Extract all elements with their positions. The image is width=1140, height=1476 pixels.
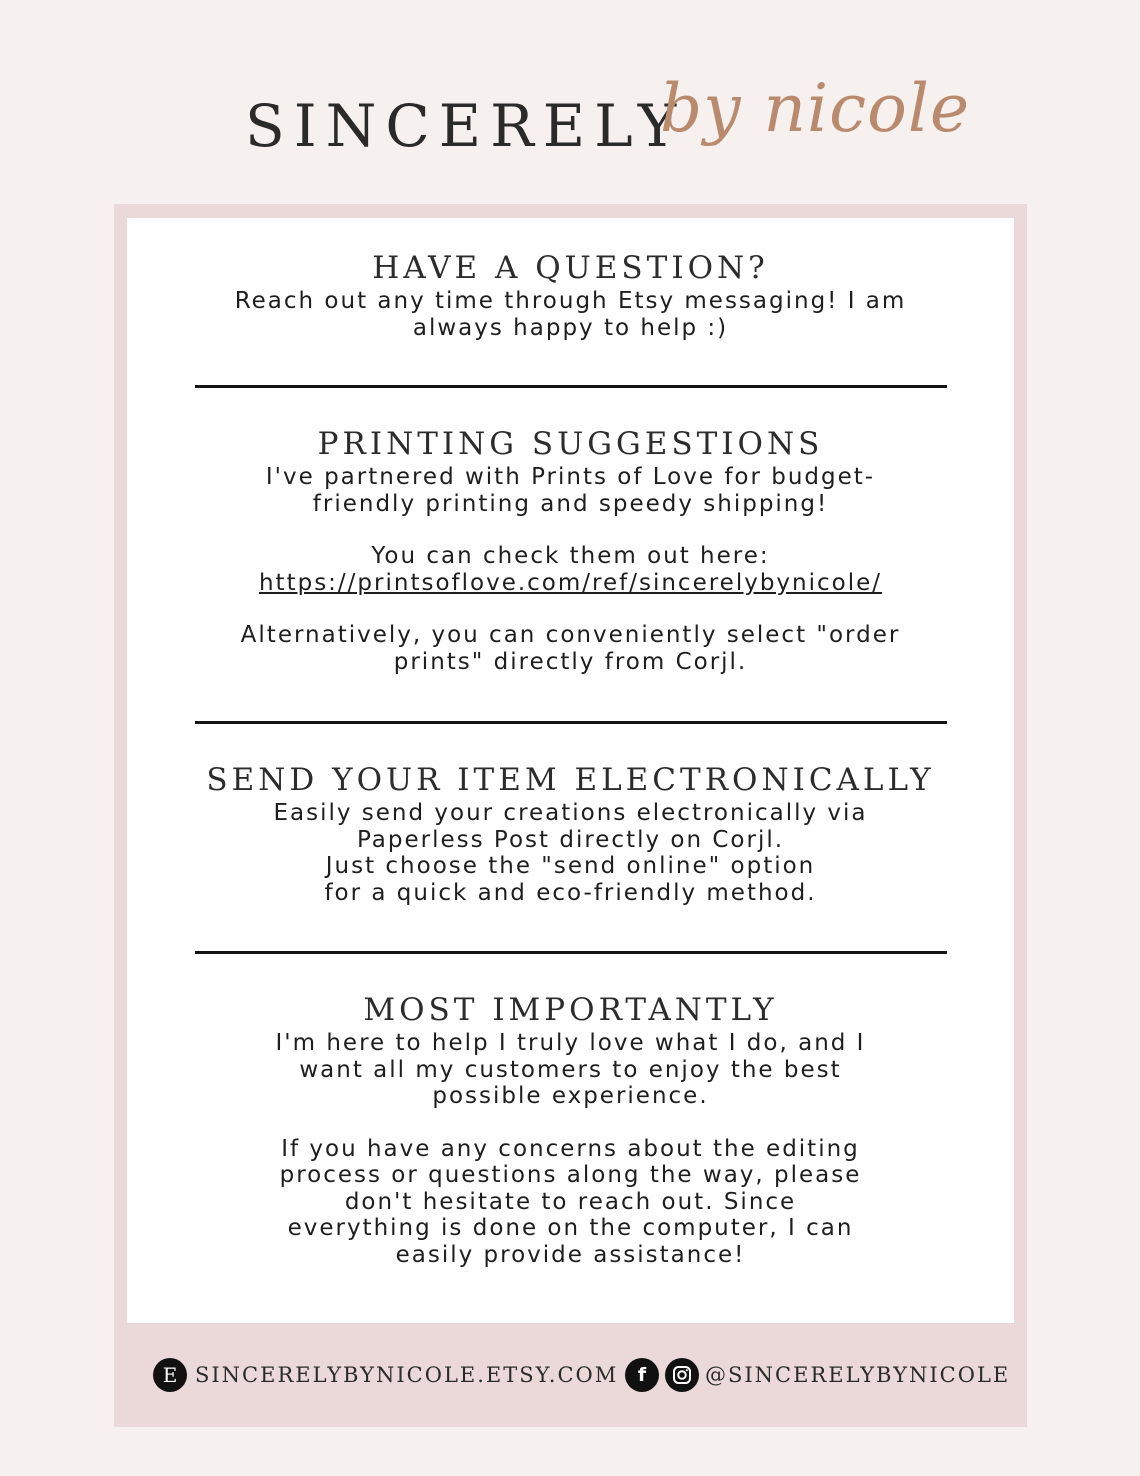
etsy-url: SINCERELYBYNICOLE.ETSY.COM bbox=[195, 1363, 619, 1387]
body-line: You can check them out here: bbox=[371, 543, 770, 569]
facebook-icon[interactable]: f bbox=[625, 1358, 659, 1392]
section-have-a-question bbox=[127, 248, 1014, 341]
section-most-importantly bbox=[127, 990, 1014, 1268]
etsy-icon: E bbox=[153, 1358, 187, 1392]
body-line: friendly printing and speedy shipping! bbox=[312, 490, 829, 517]
body-line: don't hesitate to reach out. Since bbox=[344, 1188, 797, 1215]
section-heading: HAVE A QUESTION? bbox=[372, 250, 769, 286]
info-card bbox=[127, 218, 1014, 1323]
logo-main-text: SINCERELY bbox=[245, 92, 686, 160]
social-links[interactable] bbox=[625, 1357, 1010, 1393]
section-body bbox=[127, 1030, 1014, 1268]
body-line: If you have any concerns about the editing bbox=[281, 1135, 860, 1162]
footer bbox=[114, 1323, 1027, 1427]
body-line: process or questions along the way, please bbox=[279, 1162, 862, 1188]
body-line: Easily send your creations electronically via bbox=[273, 800, 868, 826]
body-line: Just choose the "send online" option bbox=[325, 853, 816, 879]
body-line: I've partnered with Prints of Love for budget- bbox=[265, 464, 876, 490]
body-line: easily provide assistance! bbox=[395, 1241, 746, 1268]
section-heading: MOST IMPORTANTLY bbox=[363, 992, 778, 1028]
section-divider bbox=[195, 385, 947, 388]
section-body bbox=[127, 800, 1014, 906]
body-line: Reach out any time through Etsy messaging! I am bbox=[234, 288, 907, 314]
logo-script-text: by nicole bbox=[660, 70, 970, 147]
body-line: everything is done on the computer, I can bbox=[287, 1215, 854, 1241]
body-line: always happy to help :) bbox=[412, 314, 729, 341]
body-line: Paperless Post directly on Corjl. bbox=[356, 826, 785, 853]
section-heading: PRINTING SUGGESTIONS bbox=[317, 426, 824, 462]
section-divider bbox=[195, 721, 947, 724]
section-body bbox=[127, 288, 1014, 341]
body-line: I'm here to help I truly love what I do, and I bbox=[275, 1030, 866, 1056]
section-heading: SEND YOUR ITEM ELECTRONICALLY bbox=[206, 762, 935, 798]
section-printing-suggestions bbox=[127, 424, 1014, 675]
section-send-electronically bbox=[127, 760, 1014, 906]
instagram-icon[interactable] bbox=[665, 1358, 699, 1392]
body-line: possible experience. bbox=[432, 1083, 709, 1109]
section-divider bbox=[195, 951, 947, 954]
social-handle: @SINCERELYBYNICOLE bbox=[705, 1363, 1011, 1387]
etsy-shop-link[interactable] bbox=[153, 1357, 618, 1393]
prints-of-love-link[interactable]: https://printsoflove.com/ref/sincerelybynicole/ bbox=[258, 569, 883, 596]
brand-logo bbox=[0, 70, 1140, 200]
section-body bbox=[127, 464, 1014, 675]
body-line: prints" directly from Corjl. bbox=[393, 648, 748, 675]
body-line: for a quick and eco-friendly method. bbox=[324, 879, 817, 906]
body-line: want all my customers to enjoy the best bbox=[299, 1056, 842, 1083]
body-line: Alternatively, you can conveniently select "order bbox=[240, 622, 901, 648]
